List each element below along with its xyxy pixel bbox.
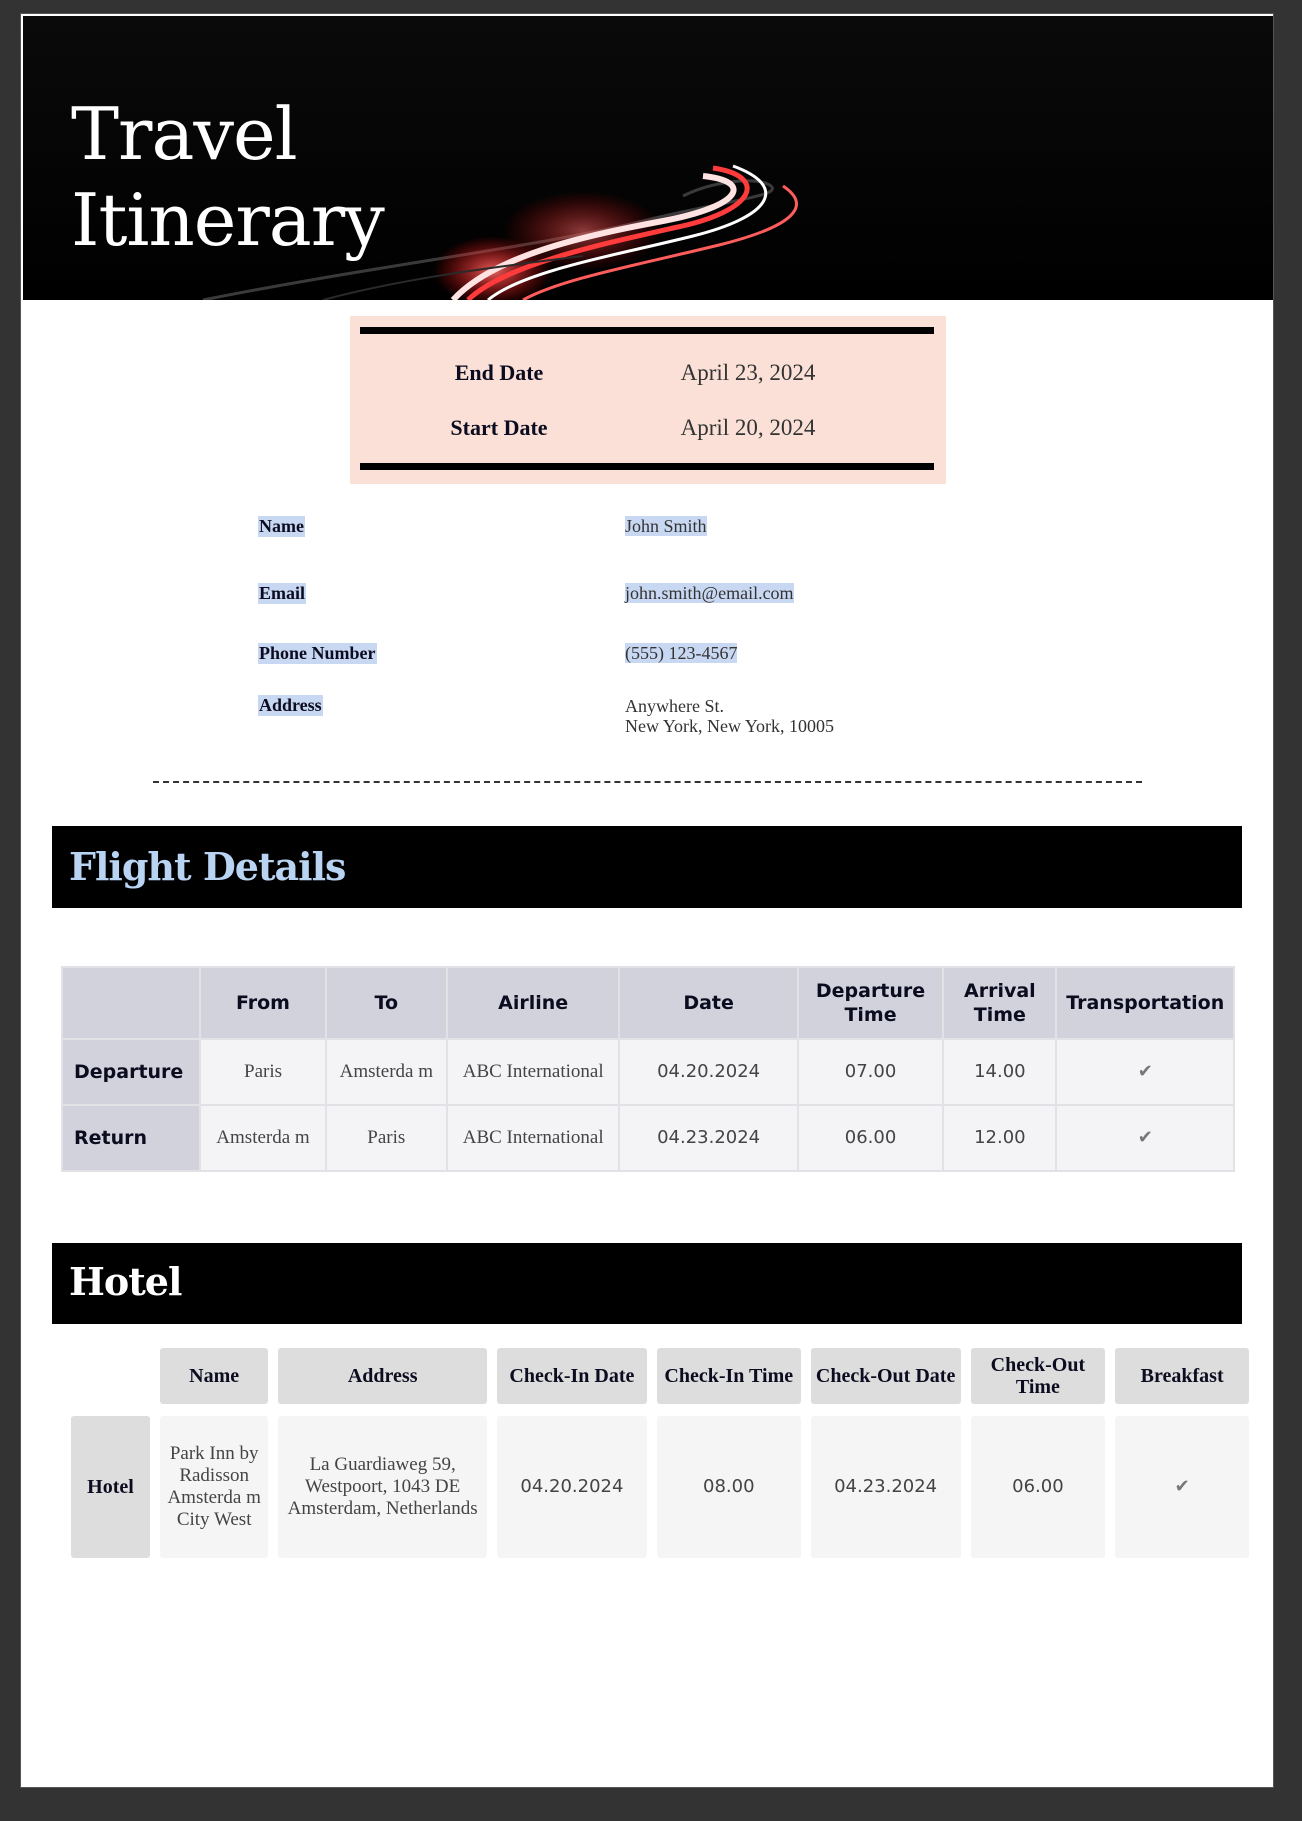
cell-check-in-time: 08.00 bbox=[657, 1416, 801, 1558]
cell-from: Paris bbox=[200, 1039, 325, 1105]
flight-col-airline: Airline bbox=[447, 967, 619, 1039]
cell-breakfast bbox=[1115, 1416, 1249, 1558]
hotel-section-header bbox=[52, 1243, 1242, 1324]
address-label: Address bbox=[259, 695, 322, 715]
cell-transportation bbox=[1056, 1039, 1234, 1105]
top-rule bbox=[360, 327, 934, 334]
hotel-col-breakfast: Breakfast bbox=[1115, 1348, 1249, 1404]
dashed-divider bbox=[153, 781, 1142, 783]
cell-date: 04.20.2024 bbox=[619, 1039, 797, 1105]
hotel-col-check-in-time: Check-In Time bbox=[657, 1348, 801, 1404]
flight-col-to: To bbox=[326, 967, 447, 1039]
row-label-hotel: Hotel bbox=[71, 1416, 150, 1558]
flight-section-title: Flight Details bbox=[69, 844, 346, 889]
email-label: Email bbox=[259, 583, 306, 603]
flight-col-transportation: Transportation bbox=[1056, 967, 1234, 1039]
document-page bbox=[20, 13, 1274, 1788]
hotel-col-name: Name bbox=[160, 1348, 268, 1404]
name-label: Name bbox=[259, 516, 304, 536]
hotel-col-blank bbox=[71, 1348, 150, 1404]
title-itinerary: Itinerary bbox=[71, 178, 384, 262]
cell-to: Paris bbox=[326, 1105, 447, 1171]
trip-dates-box bbox=[350, 316, 946, 484]
table-row bbox=[71, 1416, 1249, 1558]
flight-col-blank bbox=[62, 967, 200, 1039]
flight-col-departure-time: Departure Time bbox=[798, 967, 943, 1039]
end-date-label: End Date bbox=[454, 360, 544, 385]
row-label-return: Return bbox=[62, 1105, 200, 1171]
hotel-col-address: Address bbox=[278, 1348, 487, 1404]
hotel-col-check-in-date: Check-In Date bbox=[497, 1348, 647, 1404]
cell-airline: ABC International bbox=[447, 1039, 619, 1105]
cell-departure-time: 07.00 bbox=[798, 1039, 943, 1105]
flight-header-row bbox=[62, 967, 1234, 1039]
cell-from: Amsterda m bbox=[200, 1105, 325, 1171]
table-row bbox=[62, 1039, 1234, 1105]
checkmark-icon: ✔ bbox=[1174, 1476, 1190, 1497]
address-line2: New York, New York, 10005 bbox=[625, 716, 835, 736]
flight-col-arrival-time: Arrival Time bbox=[943, 967, 1056, 1039]
cell-check-out-date: 04.23.2024 bbox=[811, 1416, 961, 1558]
flight-col-date: Date bbox=[619, 967, 797, 1039]
end-date-value: April 23, 2024 bbox=[680, 360, 816, 385]
row-label-departure: Departure bbox=[62, 1039, 200, 1105]
checkmark-icon: ✔ bbox=[1137, 1061, 1153, 1082]
cell-hotel-address: La Guardiaweg 59, Westpoort, 1043 DE Amsterdam, Netherlands bbox=[278, 1416, 487, 1558]
cell-departure-time: 06.00 bbox=[798, 1105, 943, 1171]
cell-date: 04.23.2024 bbox=[619, 1105, 797, 1171]
phone-value: (555) 123-4567 bbox=[625, 643, 738, 663]
hotel-col-check-out-date: Check-Out Date bbox=[811, 1348, 961, 1404]
phone-label: Phone Number bbox=[259, 643, 376, 663]
name-value: John Smith bbox=[625, 516, 707, 536]
email-value[interactable]: john.smith@email.com bbox=[625, 583, 794, 603]
flight-col-from: From bbox=[200, 967, 325, 1039]
checkmark-icon: ✔ bbox=[1137, 1127, 1153, 1148]
start-date-label: Start Date bbox=[450, 415, 548, 440]
header-banner bbox=[23, 16, 1273, 300]
table-row bbox=[62, 1105, 1234, 1171]
cell-hotel-name: Park Inn by Radisson Amsterda m City West bbox=[160, 1416, 268, 1558]
cell-to: Amsterda m bbox=[326, 1039, 447, 1105]
hotel-table bbox=[61, 1336, 1259, 1570]
address-line1: Anywhere St. bbox=[625, 696, 724, 716]
hotel-section-title: Hotel bbox=[69, 1259, 182, 1304]
title-travel: Travel bbox=[71, 92, 297, 176]
cell-check-in-date: 04.20.2024 bbox=[497, 1416, 647, 1558]
cell-airline: ABC International bbox=[447, 1105, 619, 1171]
cell-transportation bbox=[1056, 1105, 1234, 1171]
flight-table bbox=[61, 966, 1235, 1172]
hotel-header-row bbox=[71, 1348, 1249, 1404]
flight-section-header bbox=[52, 826, 1242, 908]
hotel-col-check-out-time: Check-Out Time bbox=[971, 1348, 1106, 1404]
cell-arrival-time: 12.00 bbox=[943, 1105, 1056, 1171]
start-date-value: April 20, 2024 bbox=[680, 415, 816, 440]
address-value bbox=[625, 696, 834, 736]
bottom-rule bbox=[360, 463, 934, 470]
cell-check-out-time: 06.00 bbox=[971, 1416, 1106, 1558]
cell-arrival-time: 14.00 bbox=[943, 1039, 1056, 1105]
